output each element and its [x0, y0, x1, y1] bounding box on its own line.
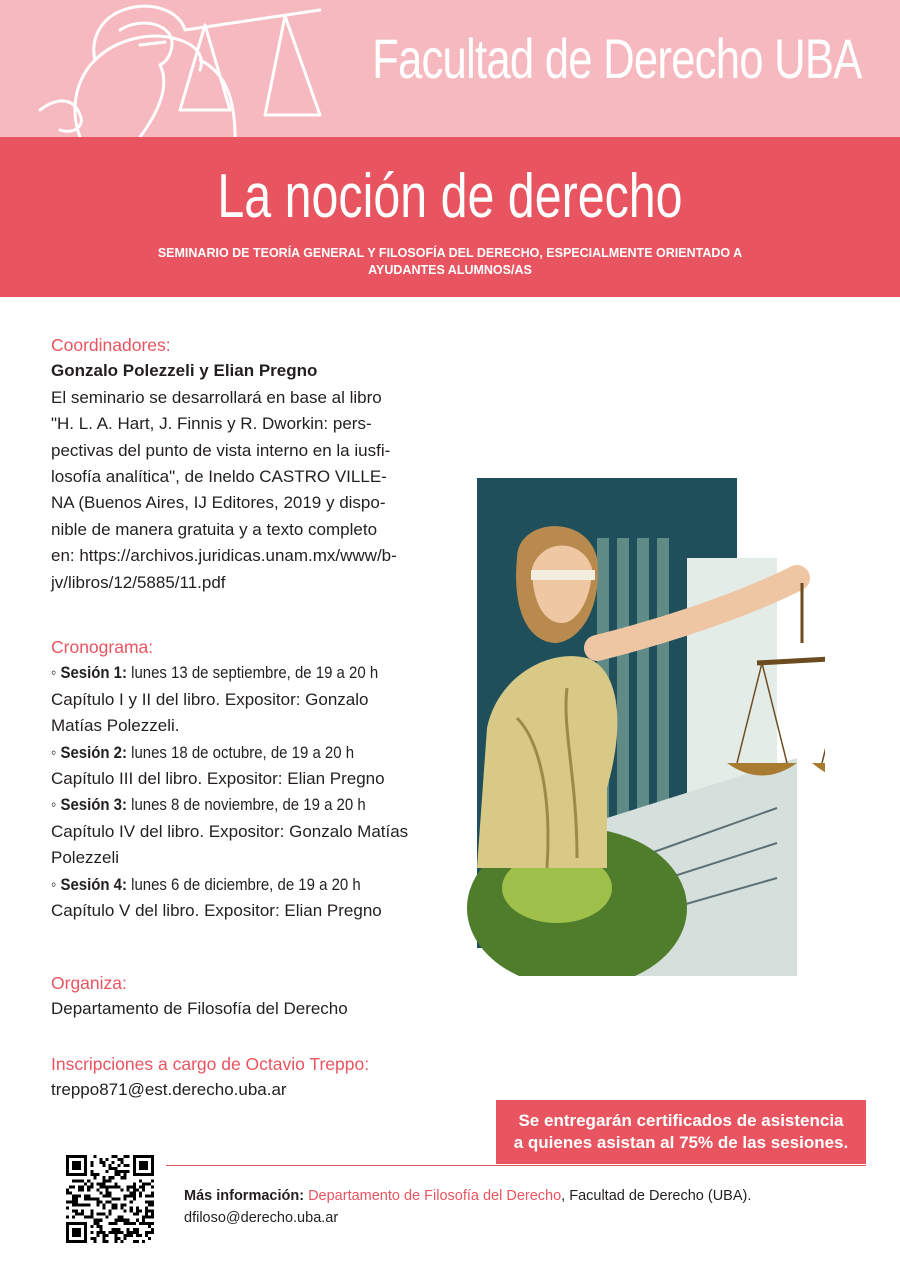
title-band: [0, 137, 900, 297]
session-item: ◦ Sesión 3: lunes 8 de noviembre, de 19 a 20 h: [51, 795, 366, 815]
seminar-subtitle: SEMINARIO DE TEORÍA GENERAL Y FILOSOFÍA DEL DERECHO, ESPECIALMENTE ORIENTADO A AYUDANTES ALUMNOS/AS: [157, 246, 743, 277]
session-detail: Capítulo IV del libro. Expositor: Gonzalo Matías: [51, 821, 409, 841]
more-info: [184, 1185, 751, 1229]
lady-justice-line-art: [20, 0, 350, 137]
description-line: "H. L. A. Hart, J. Finnis y R. Dworkin: pers-: [51, 414, 372, 434]
certificate-box: [496, 1100, 866, 1164]
session-date: lunes 13 de septiembre, de 19 a 20 h: [126, 663, 379, 683]
more-info-label: Más información:: [184, 1188, 305, 1204]
certificate-line: a quienes asistan al 75% de las sesiones.: [513, 1133, 849, 1152]
organizer-label: Organiza:: [51, 973, 127, 993]
session-name: Sesión 2:: [60, 742, 127, 762]
more-info-email[interactable]: dfiloso@derecho.uba.ar: [184, 1210, 339, 1226]
book-description: [51, 385, 431, 596]
description-line: nible de manera gratuita y a texto completo: [51, 519, 378, 539]
session-name: Sesión 4:: [60, 874, 127, 894]
certificate-line: Se entregarán certificados de asistencia: [518, 1111, 844, 1130]
registration-label: Inscripciones a cargo de Octavio Treppo:: [51, 1054, 370, 1074]
session-item: ◦ Sesión 4: lunes 6 de diciembre, de 19 a 20 h: [51, 874, 361, 894]
seminar-title: La noción de derecho: [217, 162, 683, 231]
session-date: lunes 6 de diciembre, de 19 a 20 h: [126, 874, 361, 894]
lady-justice-illustration: [457, 458, 825, 976]
registration-email[interactable]: treppo871@est.derecho.uba.ar: [51, 1080, 287, 1100]
coordinators-section: [51, 332, 431, 596]
description-line: jv/libros/12/5885/11.pdf: [51, 572, 226, 592]
session-detail: Capítulo III del libro. Expositor: Elian Pregno: [51, 769, 385, 789]
session-detail: Capítulo I y II del libro. Expositor: Gonzalo: [51, 689, 369, 709]
session-name: Sesión 1:: [60, 663, 127, 683]
description-line: El seminario se desarrollará en base al libro: [51, 387, 382, 407]
description-line: pectivas del punto de vista interno en la iusfi-: [51, 440, 391, 460]
session-detail: Capítulo V del libro. Expositor: Elian Pregno: [51, 901, 382, 921]
coordinators-names: Gonzalo Polezzeli y Elian Pregno: [51, 361, 318, 381]
footer-divider: [166, 1165, 866, 1166]
schedule-label: Cronograma:: [51, 637, 154, 657]
more-info-faculty: , Facultad de Derecho (UBA).: [561, 1188, 752, 1204]
session-item: ◦ Sesión 1: lunes 13 de septiembre, de 19 a 20 h: [51, 663, 379, 683]
organizer-section: [51, 970, 431, 1023]
session-date: lunes 8 de noviembre, de 19 a 20 h: [126, 795, 366, 815]
session-date: lunes 18 de octubre, de 19 a 20 h: [126, 742, 355, 762]
faculty-title: Facultad de Derecho UBA: [372, 27, 862, 90]
organizer-value: Departamento de Filosofía del Derecho: [51, 999, 348, 1019]
description-line: en: https://archivos.juridicas.unam.mx/www/b-: [51, 546, 397, 566]
qr-code[interactable]: [66, 1155, 154, 1243]
registration-section: [51, 1051, 431, 1104]
session-item: ◦ Sesión 2: lunes 18 de octubre, de 19 a 20 h: [51, 742, 355, 762]
session-name: Sesión 3:: [60, 795, 127, 815]
header-band: [0, 0, 900, 137]
description-line: losofía analítica", de Ineldo CASTRO VILLE-: [51, 467, 387, 487]
session-detail: Polezzeli: [51, 848, 120, 868]
session-detail: Matías Polezzeli.: [51, 716, 180, 736]
description-line: NA (Buenos Aires, IJ Editores, 2019 y dispo-: [51, 493, 386, 513]
coordinators-label: Coordinadores:: [51, 335, 171, 355]
schedule-section: [51, 634, 431, 924]
more-info-dept-link[interactable]: Departamento de Filosofía del Derecho: [308, 1188, 562, 1204]
